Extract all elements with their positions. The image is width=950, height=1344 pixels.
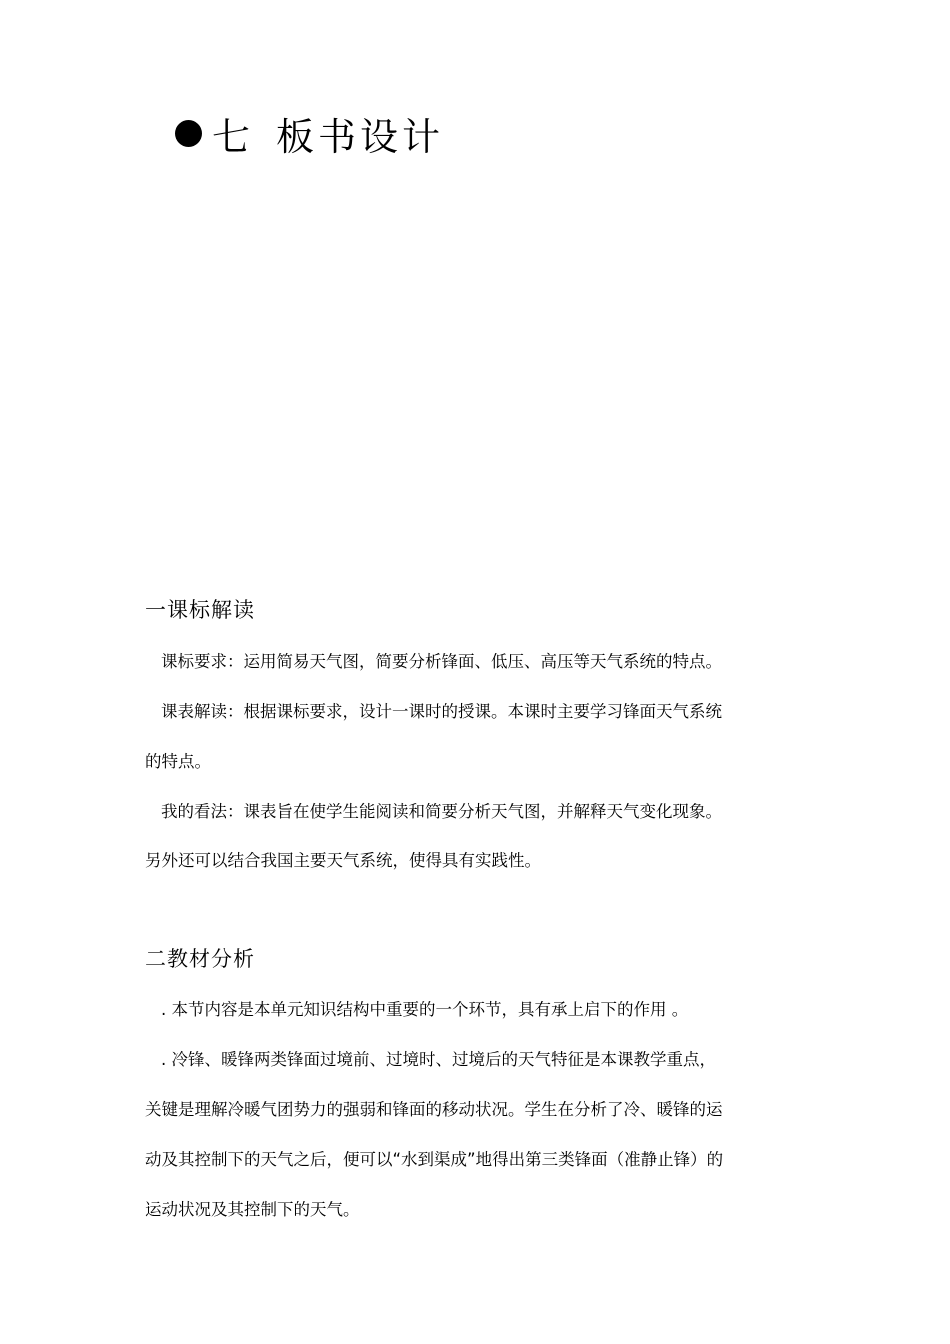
paragraph-line: 课标要求：运用简易天气图，简要分析锋面、低压、高压等天气系统的特点。 bbox=[161, 652, 722, 671]
paragraph-line: 的特点。 bbox=[145, 752, 211, 771]
paragraph-line: . 冷锋、暖锋两类锋面过境前、过境时、过境后的天气特征是本课教学重点， bbox=[161, 1050, 716, 1069]
section-heading-textbook: 二教材分析 bbox=[145, 947, 255, 971]
paragraph-line: . 本节内容是本单元知识结构中重要的一个环节，具有承上启下的作用 。 bbox=[161, 1000, 689, 1019]
title-number: 七 bbox=[212, 114, 255, 159]
page-title bbox=[175, 108, 444, 158]
paragraph-line: 关键是理解冷暖气团势力的强弱和锋面的移动状况。学生在分析了冷、暖锋的运 bbox=[145, 1100, 723, 1119]
paragraph-line: 另外还可以结合我国主要天气系统，使得具有实践性。 bbox=[145, 851, 541, 870]
paragraph-line: 我的看法：课表旨在使学生能阅读和简要分析天气图，并解释天气变化现象。 bbox=[161, 802, 722, 821]
paragraph-line: 运动状况及其控制下的天气。 bbox=[145, 1200, 360, 1219]
section-heading-standards: 一课标解读 bbox=[145, 598, 255, 622]
paragraph-line: 课表解读：根据课标要求，设计一课时的授课。本课时主要学习锋面天气系统 bbox=[161, 702, 722, 721]
bullet-icon bbox=[175, 120, 202, 147]
paragraph-line: 动及其控制下的天气之后，便可以“水到渠成”地得出第三类锋面（准静止锋）的 bbox=[145, 1150, 724, 1169]
title-text: 板书设计 bbox=[276, 114, 445, 159]
